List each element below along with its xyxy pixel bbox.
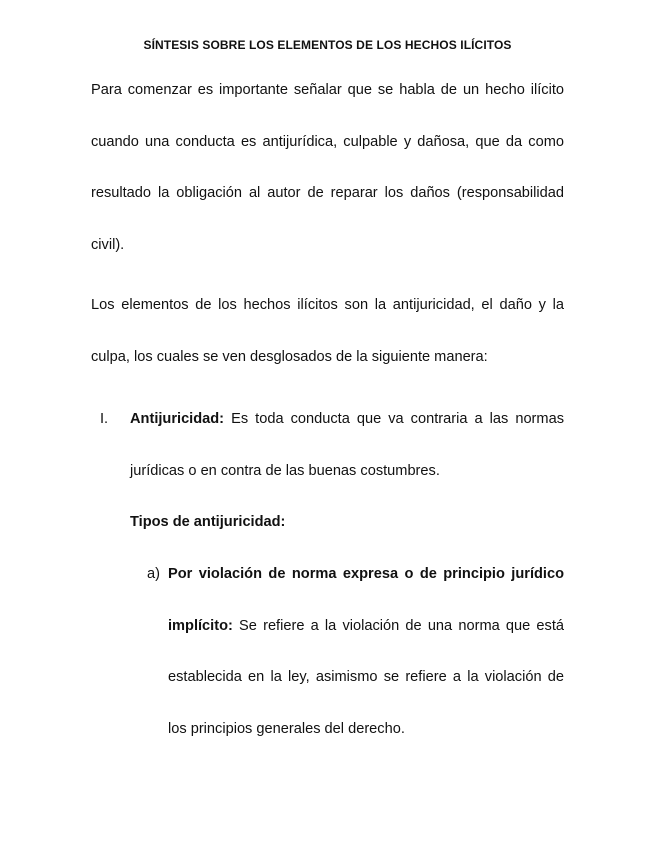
list-item-term: Antijuricidad: <box>130 411 225 427</box>
list-item-antijuricidad <box>130 394 564 497</box>
elements-paragraph: Los elementos de los hechos ilícitos son la antijuricidad, el daño y la culpa, los cuales se ven desglosados de la siguiente manera: <box>91 297 564 365</box>
sub-item-term: Por violación de norma expresa o de principio jurídico implícito: <box>168 566 564 634</box>
sub-item-text: Se refiere a la violación de una norma que está establecida en la ley, asimismo se refiere a la violación de los principios generales del derecho. <box>168 617 564 738</box>
list-number: I. <box>100 411 109 427</box>
intro-paragraph: Para comenzar es importante señalar que se habla de un hecho ilícito cuando una conducta es antijurídica, culpable y dañosa, que da como resultado la obligación al autor de reparar los daños (responsabilidad civil). <box>91 82 564 254</box>
document-title: SÍNTESIS SOBRE LOS ELEMENTOS DE LOS HECHOS ILÍCITOS <box>143 38 512 52</box>
sub-item-violacion <box>168 549 564 756</box>
list-item-text: Es toda conducta que va contraria a las normas jurídicas o en contra de las buenas costumbres. <box>130 411 564 479</box>
sub-item-letter: a) <box>147 566 160 582</box>
subheading-tipos: Tipos de antijuricidad: <box>130 514 286 530</box>
